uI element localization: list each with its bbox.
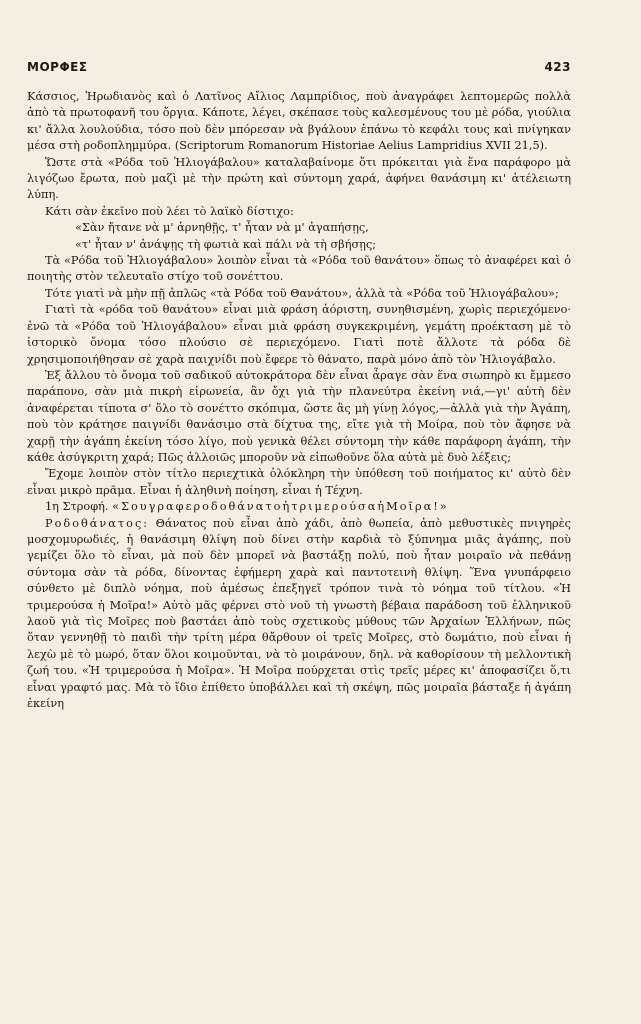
page-number: 423 [544, 60, 571, 74]
gloss-term: Ροδοθάνατος: [45, 516, 150, 530]
running-header [27, 60, 571, 74]
paragraph: Γιατὶ τὰ «ρόδα τοῦ θανάτου» εἶναι μιὰ φράση ἀόριστη, συνηθισμένη, χωρὶς περιεχόμενο· ἐνῶ τὰ «Ρόδα τοῦ Ἡλιογάβαλου» εἶναι μιὰ φράση συγκεκριμένη, γεμάτη προέκταση μὲ τὸ ἱστορικὸ ὄνομα τόσο πλούσιο σὲ περιεχόμενο. Γιατὶ ποτὲ ἄλλοτε τὰ ρόδα δὲ χρησιμοποιήθησαν σὲ χαρὰ παιχνίδι ποὺ ἔφερε τὸ θάνατο, παρὰ μόνο ἀπὸ τὸν Ἡλιογάβαλο. [27, 303, 571, 366]
strophe-line: «ΣουγραφεροδοθάνατοἡτριμερούσαἡΜοῖρα!» [112, 500, 449, 514]
couplet-line: «Σὰν ἤτανε νὰ μ' ἀρνηθῇς, τ' ἦταν νὰ μ' ἀγαπήσῃς, [75, 221, 369, 235]
paragraph: Ὥστε στὰ «Ρόδα τοῦ Ἡλιογάβαλου» καταλαβαίνομε ὅτι πρόκειται γιὰ ἕνα παράφορο μὰ λιγόζωο ἔρωτα, ποὺ μαζὶ μὲ τὴν πρώτη καὶ σύντομη χαρά, ἀφήνει θανάσιμη κι' ἀτέλειωτη λύπη. [27, 155, 571, 202]
couplet-line: «τ' ἦταν ν' ἀνάψῃς τὴ φωτιὰ καὶ πάλι νὰ τὴ σβήσῃς; [75, 237, 377, 251]
paragraph: Τὰ «Ρόδα τοῦ Ἡλιογάβαλου» λοιπὸν εἶναι τὰ «Ρόδα τοῦ θανάτου» ὅπως τὸ ἀναφέρει καὶ ὁ ποιητὴς στὸν τελευταῖο στίχο τοῦ σονέττου. [27, 254, 571, 284]
page-body [27, 89, 571, 712]
paragraph: Κάτι σὰν ἐκεῖνο ποὺ λέει τὸ λαϊκὸ δίστιχο: [45, 204, 294, 218]
paragraph [27, 516, 571, 713]
gloss-text: Θάνατος ποὺ εἶναι ἀπὸ χάδι, ἀπὸ θωπεία, ἀπὸ μεθυστικὲς πνιγηρὲς μοσχομυρωδιές, ἡ θανάσιμη θλίψη ποὺ δίνει στὴν καρδιὰ τὸ ξύπνημα μιᾶς ἀγάπης, ποὺ γεμίζει ὅλο τὸ εἶναι, μὰ ποὺ δὲν μπορεῖ νὰ βαστάξῃ πολύ, ποὺ ἦταν μοιραῖο νὰ πεθάνῃ σύντομα σὰν τὰ ρόδα, δίνοντας ἐφήμερη χαρὰ καὶ παντοτεινὴ θλίψη. Ἕνα γνυπάρφειο σύνθετο μὲ διπλὸ νόημα, ποὺ ἀμέσως ἐπεξηγεῖ τρόπον τινὰ τὸ νόημα τοῦ τίτλου. «Ἡ τριμερούσα ἡ Μοῖρα!» Αὐτὸ μᾶς φέρνει στὸ νοῦ τὴ γνωστὴ βέβαια παράδοση τοῦ ἑλληνικοῦ λαοῦ γιὰ τὶς Μοῖρες ποὺ βαστάει ἀπὸ τοὺς σχετικοὺς μύθους τῶν Ἀρχαίων Ἑλλήνων, πῶς ὅταν γεννηθῇ τὸ παιδὶ τὴν τρίτη μέρα θἄρθουν οἱ τρεῖς Μοῖρες, στὸ δωμάτιο, ποὺ εἶναι ἡ λεχὼ μὲ τὸ μωρό, ὅταν ὅλοι κοιμοῦνται, νὰ τὸ μοιράνουν, δηλ. νὰ καθορίσουν τὴ μελλοντικὴ ζωή του. «Ἡ τριμερούσα ἡ Μοῖρα». Ἡ Μοῖρα πούρχεται στὶς τρεῖς μέρες κι' ἀποφασίζει ὅ,τι εἶναι γραφτό μας. Μὰ τὸ ἴδιο ἐπίθετο ὑποβάλλει καὶ τὴ σκέψη, πῶς μοιραῖα βάσταξε ἡ ἀγάπη ἐκείνη [27, 516, 571, 711]
strophe-heading [27, 499, 571, 515]
running-title: ΜΟΡΦΕΣ [27, 60, 88, 74]
paragraph: Ἐξ ἄλλου τὸ ὄνομα τοῦ σαδικοῦ αὐτοκράτορα δὲν εἶναι ἆραγε σὰν ἕνα σιωπηρὸ κι ἔμμεσο παράπονο, σὰν μιὰ πικρὴ εἰρωνεία, ἂν ὄχι γιὰ τὴν πλανεύτρα ἐκείνη νιά,—γι' αὐτὴ δὲν ἀναφέρεται τίποτα σ' ὅλο τὸ σονέττο σκόπιμα, ὥστε ἂς μὴ γίνῃ λόγος,—ἀλλὰ γιὰ τὴν Ἀγάπη, ποὺ τὸν κράτησε παιγνίδι θανάσιμο στὰ δίχτυα της, εἴτε γιὰ τὴ Μοίρα, ποὺ τὸν ἄφησε νὰ χαρῇ τὴν ἀγάπη ἐκείνη τόσο λίγο, ποὺ γενικὰ θέλει σύντομη τὴν κάθε παράφορη ἀγάπη, τὴν κάθε ἀσύγκριτη χαρά; Πῶς ἀλλοιῶς μποροῦν νὰ εἰπωθοῦνε ὅλα αὐτὰ μὲ δυὸ λέξεις; [27, 368, 571, 464]
paragraph: Ἔχομε λοιπὸν στὸν τίτλο περιεχτικὰ ὁλόκληρη τὴν ὑπόθεση τοῦ ποιήματος κι' αὐτὸ δὲν εἶναι μικρὸ πρᾶμα. Εἶναι ἡ ἀληθινὴ ποίηση, εἶναι ἡ Τέχνη. [27, 467, 571, 497]
paragraph: Τότε γιατὶ νὰ μὴν πῇ ἁπλῶς «τὰ Ρόδα τοῦ Θανάτου», ἀλλὰ τὰ «Ρόδα τοῦ Ἡλιογάβαλου»; [45, 286, 559, 300]
paragraph: Κάσσιος, Ἡρωδιανὸς καὶ ὁ Λατῖνος Αἴλιος Λαμπρίδιος, ποὺ ἀναγράφει λεπτομερῶς πολλὰ ἀπὸ τὰ πρωτοφανῆ του ὄργια. Κάποτε, λέγει, σκέπασε τοὺς καλεσμένους του μὲ ρόδα, γιούλια κι' ἄλλα λουλούδια, τόσο ποὺ δὲν μπόρεσαν νὰ βγάλουν ἐπάνω τὸ κεφάλι τους καὶ πνίγηκαν μέσα στὴ ροδοπλημμύρα. (Scriptorum Romanorum Historiae Aelius Lampridius XVII 21,5). [27, 90, 571, 153]
strophe-label: 1η Στροφή. [45, 500, 109, 514]
